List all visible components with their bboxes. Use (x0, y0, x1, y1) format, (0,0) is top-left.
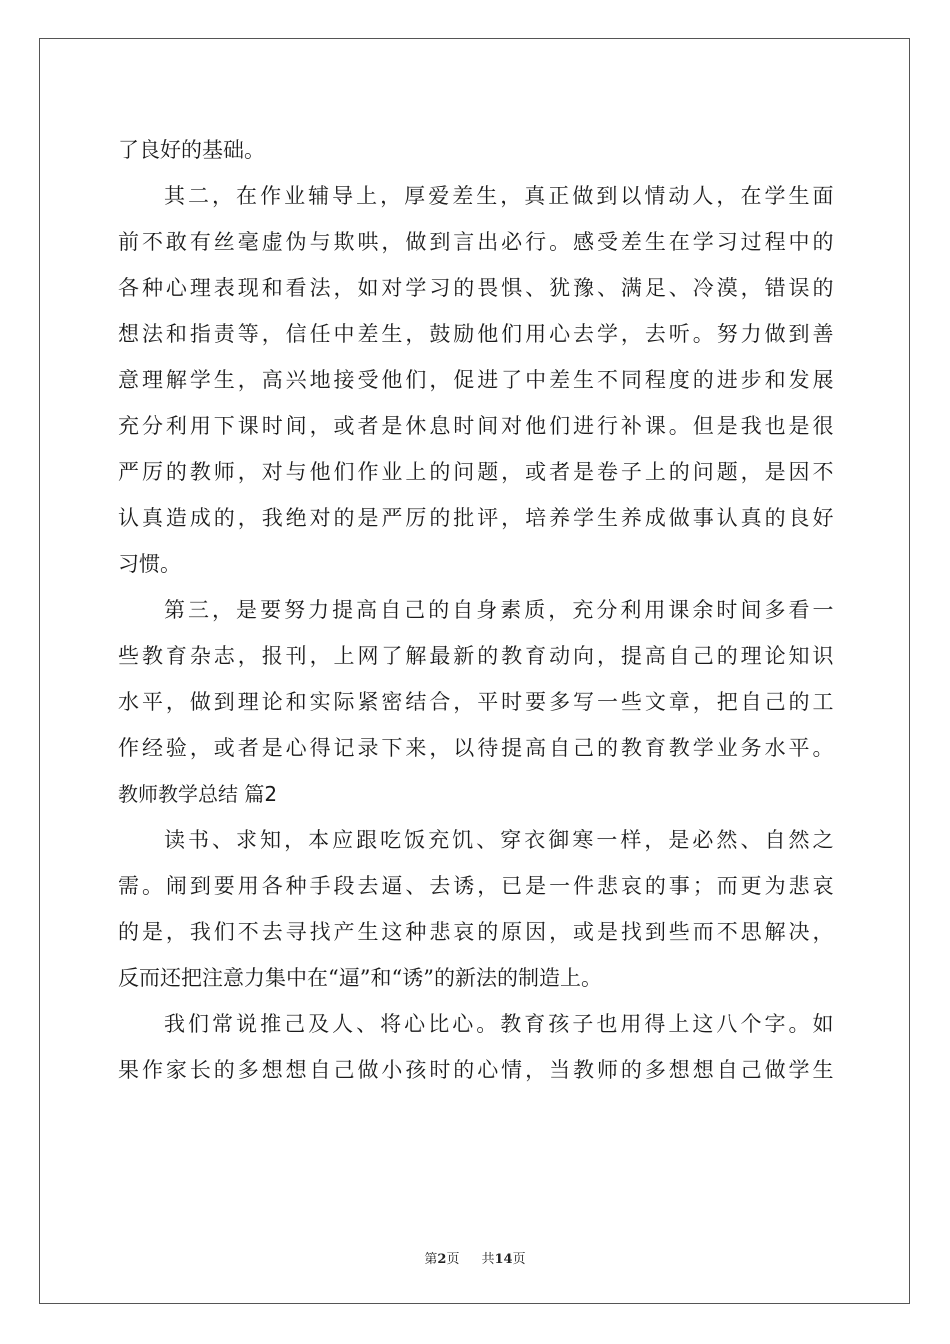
text-line: 习惯。 (118, 552, 181, 576)
text-line: 严厉的教师，对与他们作业上的问题，或者是卷子上的问题，是因不 (118, 460, 834, 484)
text-line: 前不敢有丝毫虚伪与欺哄，做到言出必行。感受差生在学习过程中的 (118, 230, 834, 254)
page-number: 2 (437, 1252, 447, 1267)
text-line: 第三，是要努力提高自己的自身素质，充分利用课余时间多看一 (164, 598, 834, 622)
text-line: 各种心理表现和看法，如对学习的畏惧、犹豫、满足、冷漠，错误的 (118, 276, 834, 300)
text-line: 些教育杂志，报刊，上网了解最新的教育动向，提高自己的理论知识 (118, 644, 834, 668)
total-pages-prefix: 共 (481, 1252, 495, 1267)
text-line: 意理解学生，高兴地接受他们，促进了中差生不同程度的进步和发展 (118, 368, 834, 392)
text-line: 认真造成的，我绝对的是严厉的批评，培养学生养成做事认真的良好 (118, 506, 834, 530)
page-number-suffix: 页 (446, 1252, 460, 1267)
text-line: 需。闹到要用各种手段去逼、去诱，已是一件悲哀的事；而更为悲哀 (118, 874, 834, 898)
text-line: 充分利用下课时间，或者是休息时间对他们进行补课。但是我也是很 (118, 414, 834, 438)
text-line: 了良好的基础。 (118, 138, 265, 162)
text-line: 想法和指责等，信任中差生，鼓励他们用心去学，去听。努力做到善 (118, 322, 834, 346)
page-footer (0, 1248, 950, 1267)
paragraph-block-2 (118, 817, 834, 1093)
document-body (118, 127, 834, 1093)
text-line: 的是，我们不去寻找产生这种悲哀的原因，或是找到些而不思解决， (118, 920, 834, 944)
text-line: 我们常说推己及人、将心比心。教育孩子也用得上这八个字。如 (164, 1012, 834, 1036)
text-line: 读书、求知，本应跟吃饭充饥、穿衣御寒一样，是必然、自然之 (164, 828, 834, 852)
page-number-prefix: 第 (424, 1252, 438, 1267)
text-line: 反而还把注意力集中在“逼”和“诱”的新法的制造上。 (118, 966, 602, 990)
text-line: 果作家长的多想想自己做小孩时的心情，当教师的多想想自己做学生 (118, 1058, 834, 1082)
total-pages-suffix: 页 (512, 1252, 526, 1267)
text-line: 水平，做到理论和实际紧密结合，平时要多写一些文章，把自己的工 (118, 690, 834, 714)
text-line: 其二，在作业辅导上，厚爱差生，真正做到以情动人，在学生面 (164, 184, 834, 208)
paragraph-block-1 (118, 127, 834, 771)
section-heading: 教师教学总结 篇2 (118, 782, 278, 806)
text-line: 作经验，或者是心得记录下来，以待提高自己的教育教学业务水平。 (118, 736, 834, 760)
total-pages: 14 (494, 1252, 513, 1267)
